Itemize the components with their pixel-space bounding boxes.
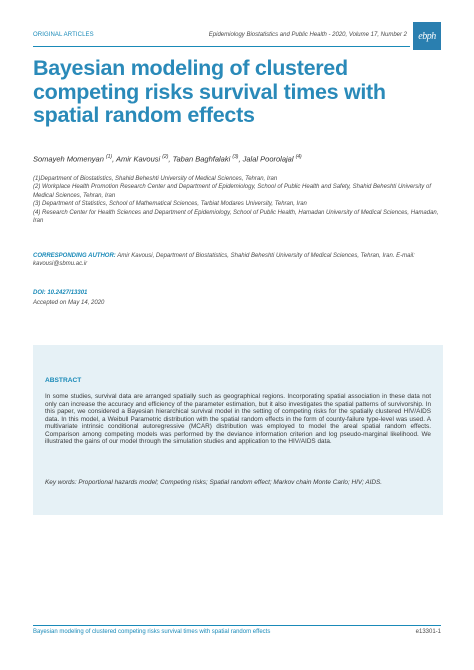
footer-running-title: Bayesian modeling of clustered competing risks survival times with spatial random effects [33,629,271,635]
page-number: e13301-1 [415,629,441,635]
abstract-text: In some studies, survival data are arranged spatially such as geographical regions. Incorporating spatial association in these data not only can increase the accuracy and efficiency of the parameter estimation, but it also investigates the spatial patterns of survivorship. In this paper, we considered a Bayesian hierarchical survival model in the setting of competing risks for the spatially clustered HIV/AIDS data. In this model, a Weibull Parametric distribution with the spatial random effects in the form of county-failure type-level was used. A multivariate intrinsic conditional autoregressive (MCAR) distribution was employed to model the areal spatial random effects. Comparison among competing models was performed by the deviance information criterion and log pseudo-marginal likelihood. We illustrated the gains of our model through the simulation studies and application to the HIV/AIDS data. [45,393,431,446]
doi-value[interactable]: 10.2427/13301 [47,290,88,296]
author-affiliation-marker: (2) [162,154,169,160]
author-name: Somayeh Momenyan [33,154,104,164]
author-affiliation-marker: (3) [232,154,239,160]
corresponding-author [33,252,443,269]
author-affiliation-marker: (4) [295,154,302,160]
affiliation: (3) Department of Statistics, School of Mathematical Sciences, Tarbiat Modares University, Tehran, Iran [33,201,307,208]
author-list: Somayeh Momenyan $^{(1)}$, Amir Kavousi $^{(2)}$, Taban Baghfalaki $^{(3)}$, Jalal Poorolajal $^{(4)}$ [33,154,302,164]
doi-line [33,290,87,296]
corresponding-author-label: CORRESPONDING AUTHOR: [33,253,116,259]
affiliation-list [33,175,443,225]
header-divider [33,46,410,47]
keywords: Key words: Proportional hazards model; Competing risks; Spatial random effect; Markov chain Monte Carlo; HIV; AIDS. [45,479,383,486]
abstract-heading: ABSTRACT [45,377,82,384]
affiliation: (1)Department of Biostatistics, Shahid Beheshti University of Medical Sciences, Tehran, Iran [33,176,278,182]
author-name: Taban Baghfalaki [172,154,231,164]
author-name: Amir Kavousi [115,154,161,164]
journal-citation: Epidemiology Biostatistics and Public Health - 2020, Volume 17, Number 2 [208,32,407,38]
journal-logo: ebph [413,22,441,50]
section-label: ORIGINAL ARTICLES [33,32,94,38]
author-affiliation-marker: (1) [105,154,113,160]
affiliation: (2) Workplace Health Promotion Research Center and Department of Epidemiology, School of Public Health and Safety, Shahid Beheshti University of Medical Sciences, Tehran, Iran [33,184,431,199]
corresponding-author-text: Amir Kavousi, Department of Biostatistics, Shahid Beheshti University of Medical Sciences, Tehran, Iran. E-mail: kavousi@sbmu.ac.ir [33,253,415,268]
footer-divider [33,625,441,626]
affiliation: (4) Research Center for Health Sciences and Department of Epidemiology, School of Public Health, Hamadan University of Medical Sciences, Hamadan, Iran [33,209,439,225]
abstract-box [33,345,443,515]
article-title: Bayesian modeling of clustered competing risks survival times with spatial random effects [33,56,386,127]
accepted-date: Accepted on May 14, 2020 [33,300,105,306]
doi-label: DOI: [33,290,46,296]
author-name: Jalal Poorolajal [242,154,294,164]
page-header [33,30,441,50]
